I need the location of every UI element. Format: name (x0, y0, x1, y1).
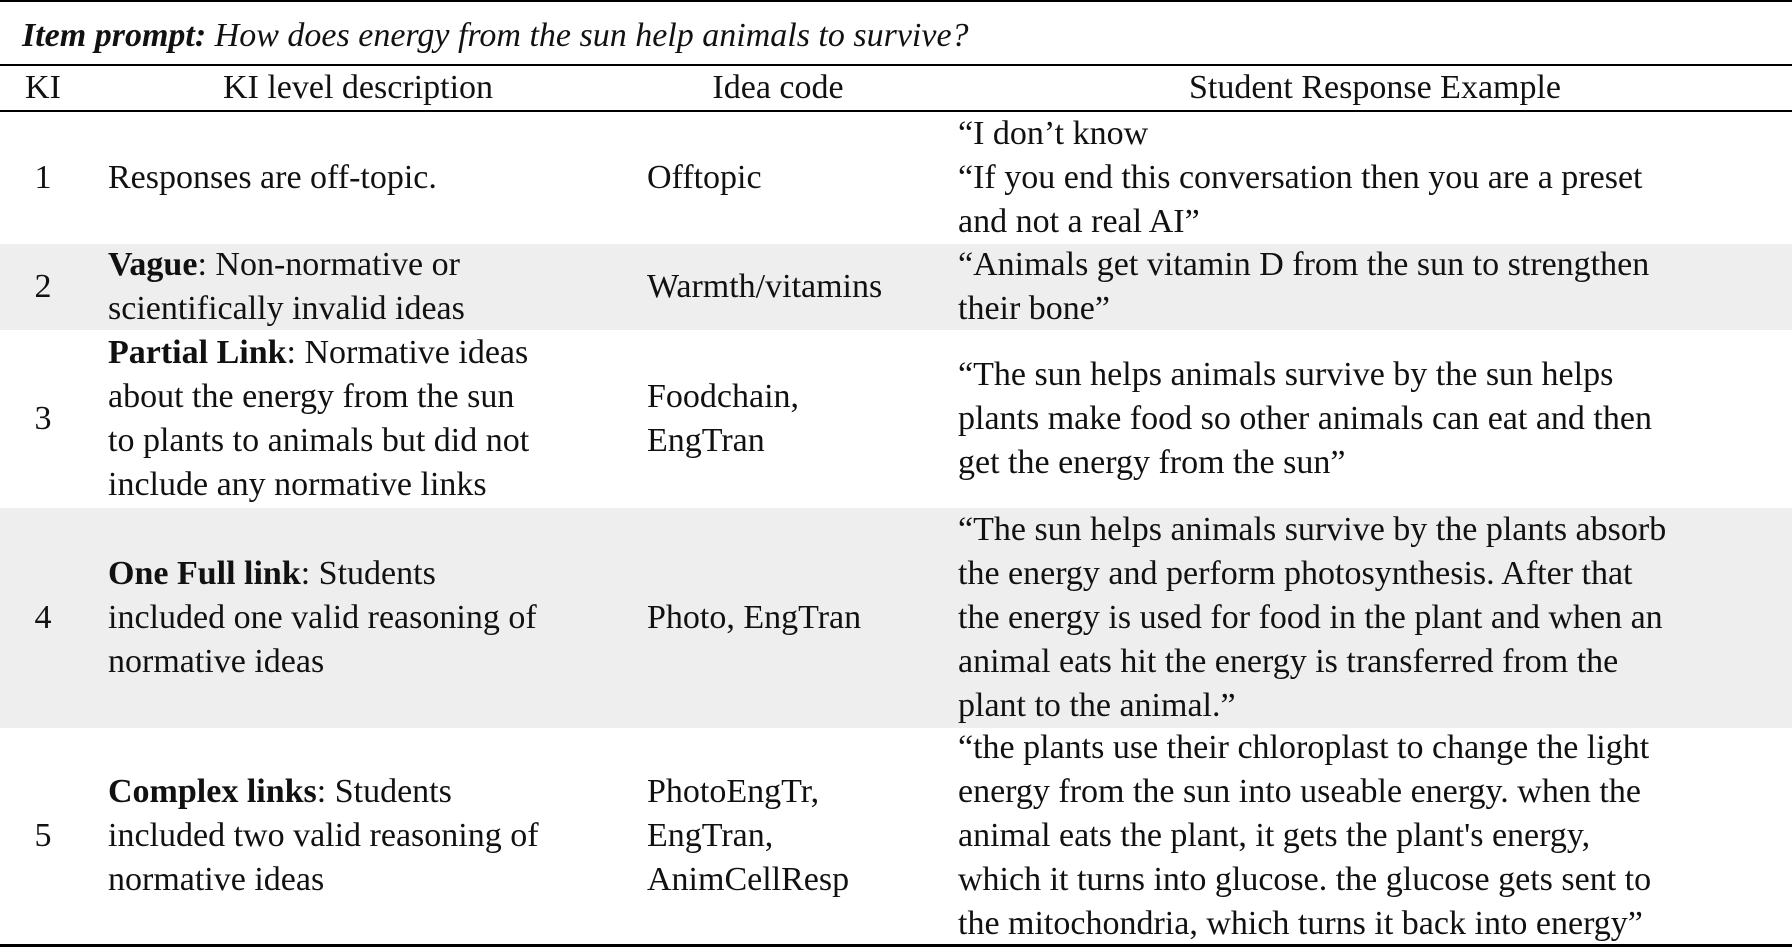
item-prompt-label: Item prompt: (22, 17, 207, 54)
idea-code-cell: Warmth/vitamins (647, 268, 883, 305)
response-cell: “the plants use their chloroplast to change the light energy from the sun into useable energy. when the animal eats the plant, it gets the plant's energy, which it turns into glucose. the glucose gets sent to the mitochondria, which turns it back into energy” (958, 729, 1652, 942)
idea-code-cell: PhotoEngTr, EngTran, AnimCellResp (647, 773, 850, 898)
ki-level-cell: 5 (34, 817, 52, 854)
header-response: Student Response Example (1188, 69, 1562, 106)
response-cell: “The sun helps animals survive by the sun helps plants make food so other animals can eat and then get the energy from the sun” (958, 356, 1652, 481)
ki-level-cell: 3 (34, 400, 52, 437)
header-ki: KI (25, 69, 61, 106)
idea-code-cell: Offtopic (647, 159, 762, 196)
header-description: KI level description (222, 69, 494, 106)
item-prompt (22, 10, 969, 62)
description-cell: Responses are off-topic. (108, 159, 437, 196)
table-row (0, 330, 1792, 508)
table-bottom-rule (0, 944, 1792, 947)
ki-level-cell: 4 (34, 599, 52, 636)
table-top-rule (0, 0, 1792, 2)
description-cell: Vague: Non-normative or scientifically invalid ideas (108, 246, 465, 327)
header-idea-code: Idea code (712, 69, 844, 106)
description-cell: Complex links: Students included two valid reasoning of normative ideas (108, 773, 539, 898)
item-prompt-text: How does energy from the sun help animals to survive? (214, 17, 969, 54)
table-row (0, 112, 1792, 244)
idea-code-cell: Foodchain, EngTran (647, 378, 800, 459)
response-cell: “Animals get vitamin D from the sun to strengthen their bone” (958, 246, 1650, 327)
ki-level-cell: 2 (34, 268, 52, 305)
table-row (0, 508, 1792, 728)
description-cell: Partial Link: Normative ideas about the energy from the sun to plants to animals but did not include any normative links (108, 334, 530, 503)
idea-code-cell: Photo, EngTran (647, 599, 862, 636)
response-cell: “I don’t know “If you end this conversation then you are a preset and not a real AI” (958, 115, 1643, 240)
ki-level-cell: 1 (34, 159, 52, 196)
description-cell: One Full link: Students included one valid reasoning of normative ideas (108, 555, 537, 680)
table-row (0, 244, 1792, 330)
response-cell: “The sun helps animals survive by the plants absorb the energy and perform photosynthesis. After that the energy is used for food in the plant and when an animal eats hit the energy is transferred from the plant to the animal.” (958, 511, 1667, 724)
table-row (0, 728, 1792, 944)
